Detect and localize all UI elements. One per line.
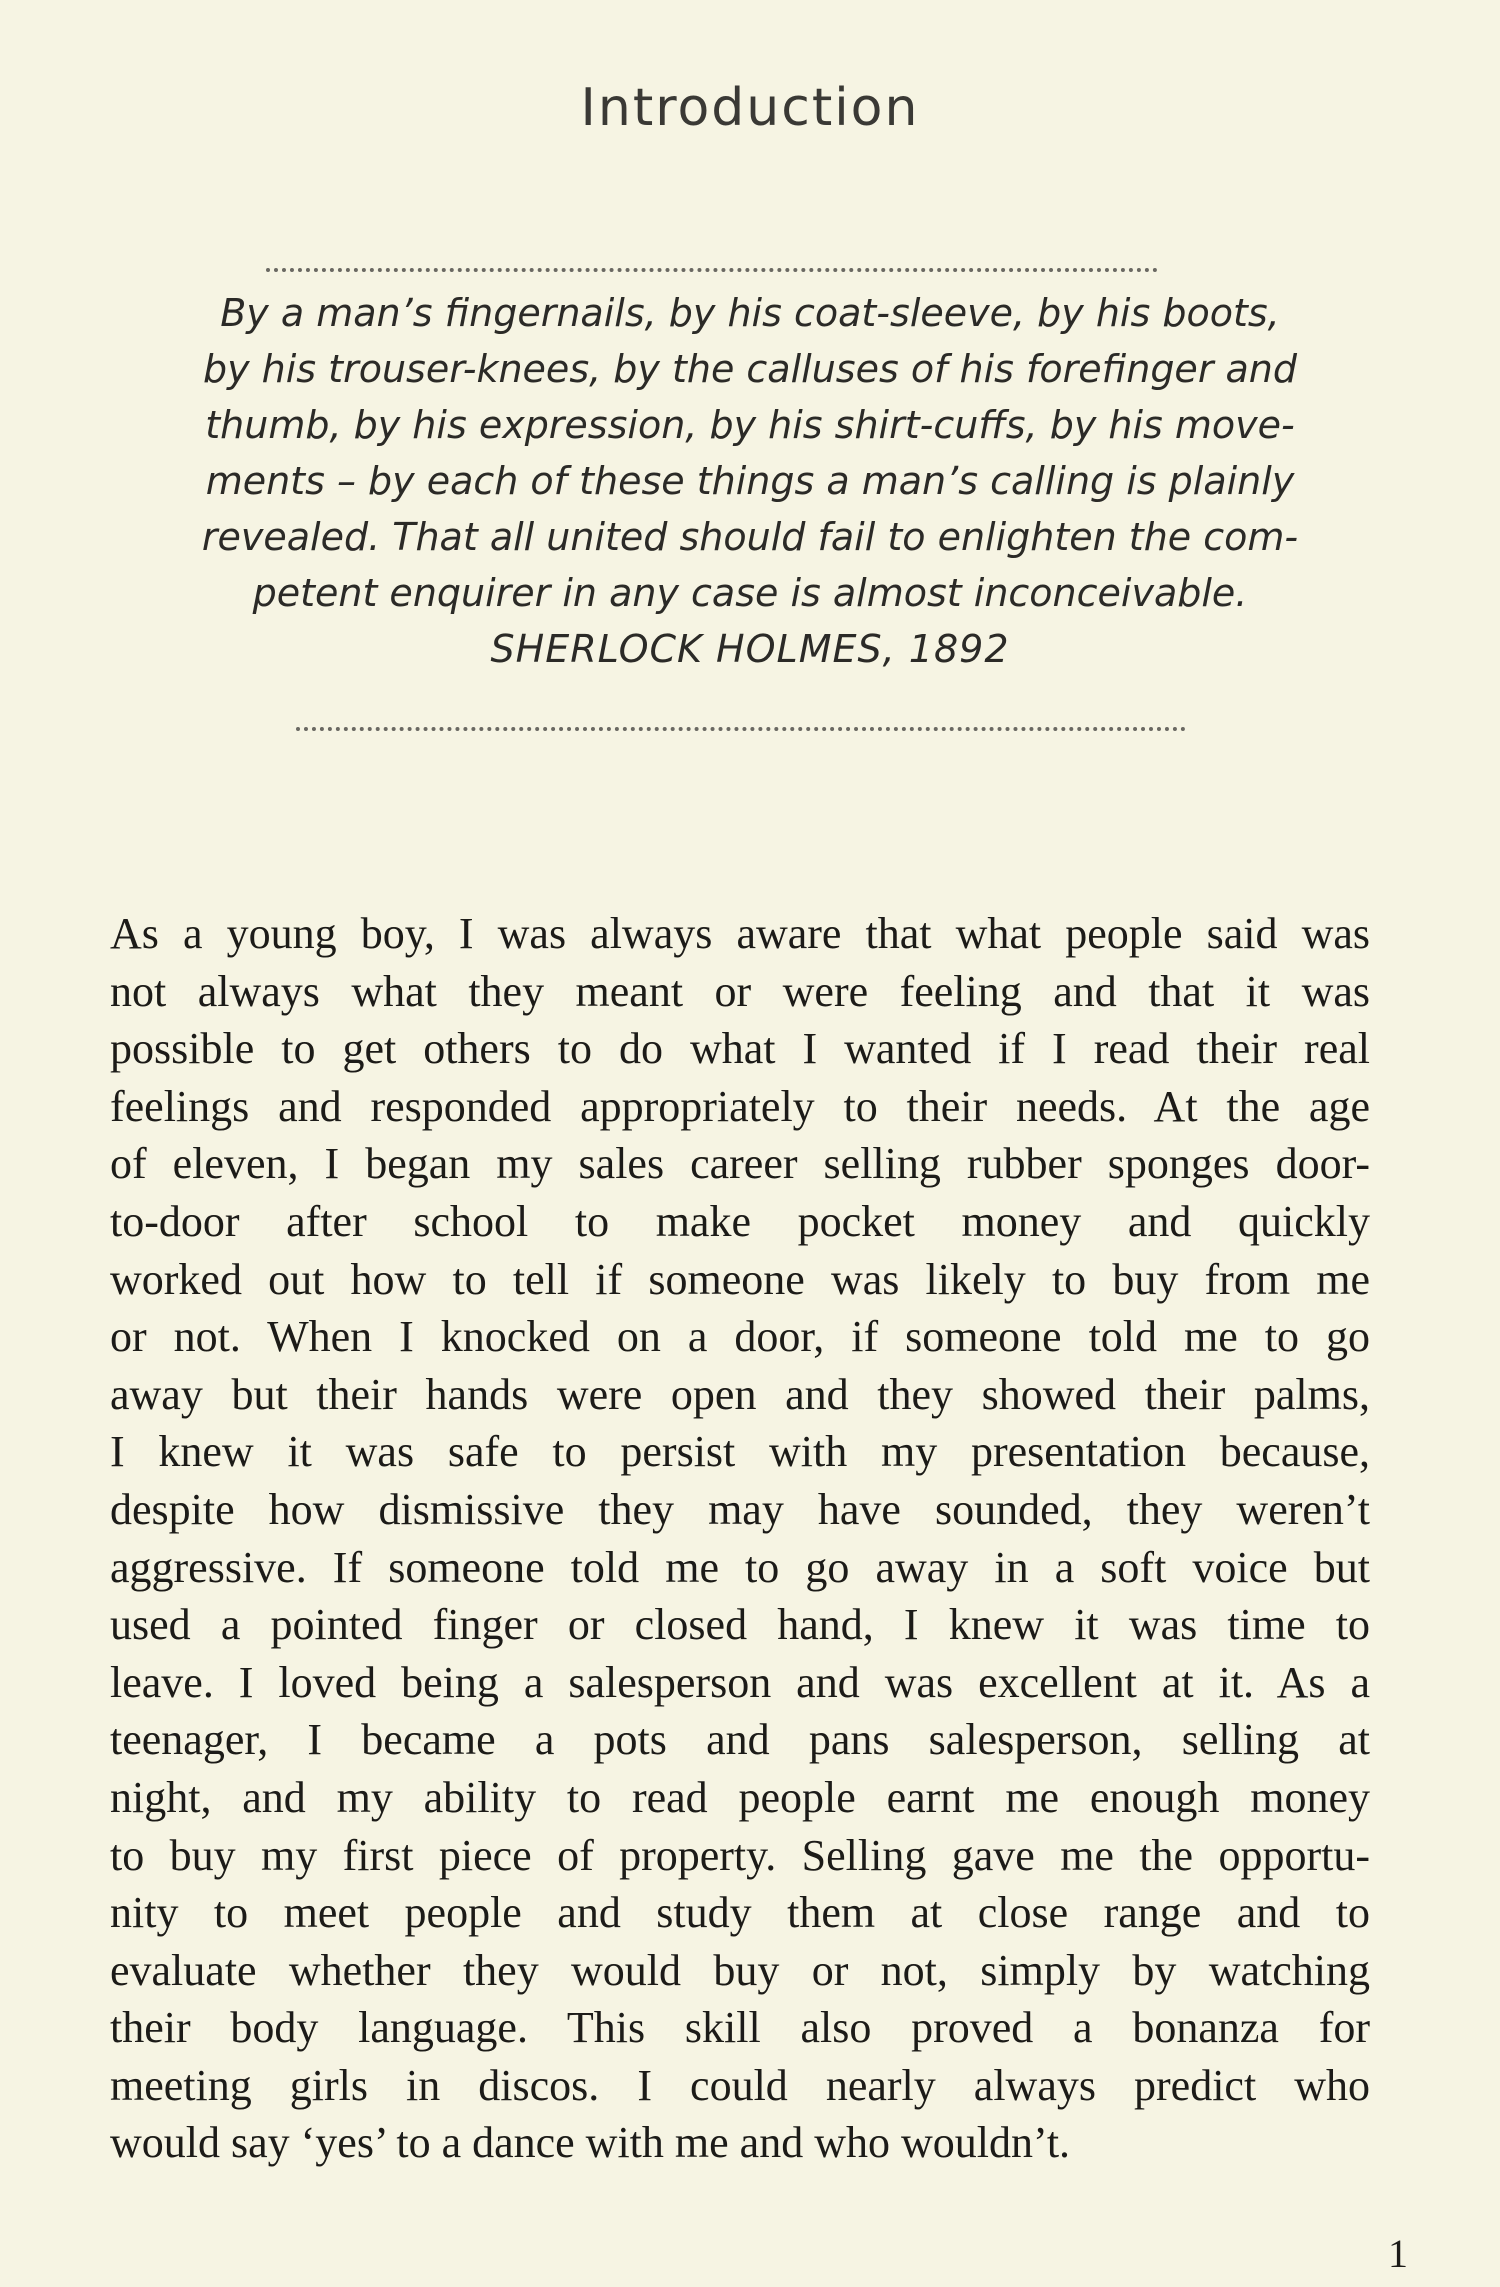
body-line: used a pointed finger or closed hand, I knew it was time to [110,1600,1370,1650]
body-line: of eleven, I began my sales career selling rubber sponges door- [110,1139,1370,1189]
body-line: would say ‘yes’ to a dance with me and who wouldn’t. [110,2118,1071,2168]
epigraph-line: revealed. That all united should fail to enlighten the com- [201,515,1299,559]
body-line: worked out how to tell if someone was likely to buy from me [110,1254,1370,1304]
body-paragraph [110,905,1370,2172]
body-line: not always what they meant or were feeling and that it was [110,966,1370,1016]
body-line: nity to meet people and study them at close range and to [110,1888,1370,1938]
body-line: despite how dismissive they may have sounded, they weren’t [110,1484,1370,1534]
chapter-title: Introduction [580,78,920,138]
body-line: feelings and responded appropriately to their needs. At the age [110,1081,1370,1131]
body-line: or not. When I knocked on a door, if someone told me to go [110,1312,1370,1362]
body-line: to-door after school to make pocket money and quickly [110,1196,1370,1246]
body-line: to buy my first piece of property. Selling gave me the opportu- [110,1830,1370,1880]
body-line: away but their hands were open and they showed their palms, [110,1369,1370,1419]
epigraph-attribution: SHERLOCK HOLMES, 1892 [490,627,1010,671]
epigraph-line: petent enquirer in any case is almost inconceivable. [252,571,1248,615]
body-line: evaluate whether they would buy or not, simply by watching [110,1945,1370,1995]
body-line: their body language. This skill also proved a bonanza for [110,2003,1370,2053]
body-line: As a young boy, I was always aware that what people said was [110,909,1370,958]
epigraph-line: by his trouser-knees, by the calluses of his forefinger and [202,347,1298,391]
body-line: I knew it was safe to persist with my presentation because, [110,1427,1370,1477]
epigraph [190,285,1310,677]
epigraph-top-rule [266,268,1158,272]
body-line: possible to get others to do what I wanted if I read their real [110,1024,1370,1074]
body-line: leave. I loved being a salesperson and was excellent at it. As a [110,1657,1370,1707]
epigraph-line: ments – by each of these things a man’s calling is plainly [205,459,1295,503]
body-line: aggressive. If someone told me to go away in a soft voice but [110,1542,1370,1592]
epigraph-bottom-rule [296,727,1186,731]
epigraph-line: thumb, by his expression, by his shirt-cuffs, by his move- [205,403,1295,447]
body-line: meeting girls in discos. I could nearly always predict who [110,2060,1370,2110]
body-line: night, and my ability to read people earnt me enough money [110,1772,1370,1822]
epigraph-line: By a man’s fingernails, by his coat-sleeve, by his boots, [220,291,1280,335]
page-number: 1 [1388,2231,1408,2276]
body-line: teenager, I became a pots and pans salesperson, selling at [110,1715,1370,1765]
